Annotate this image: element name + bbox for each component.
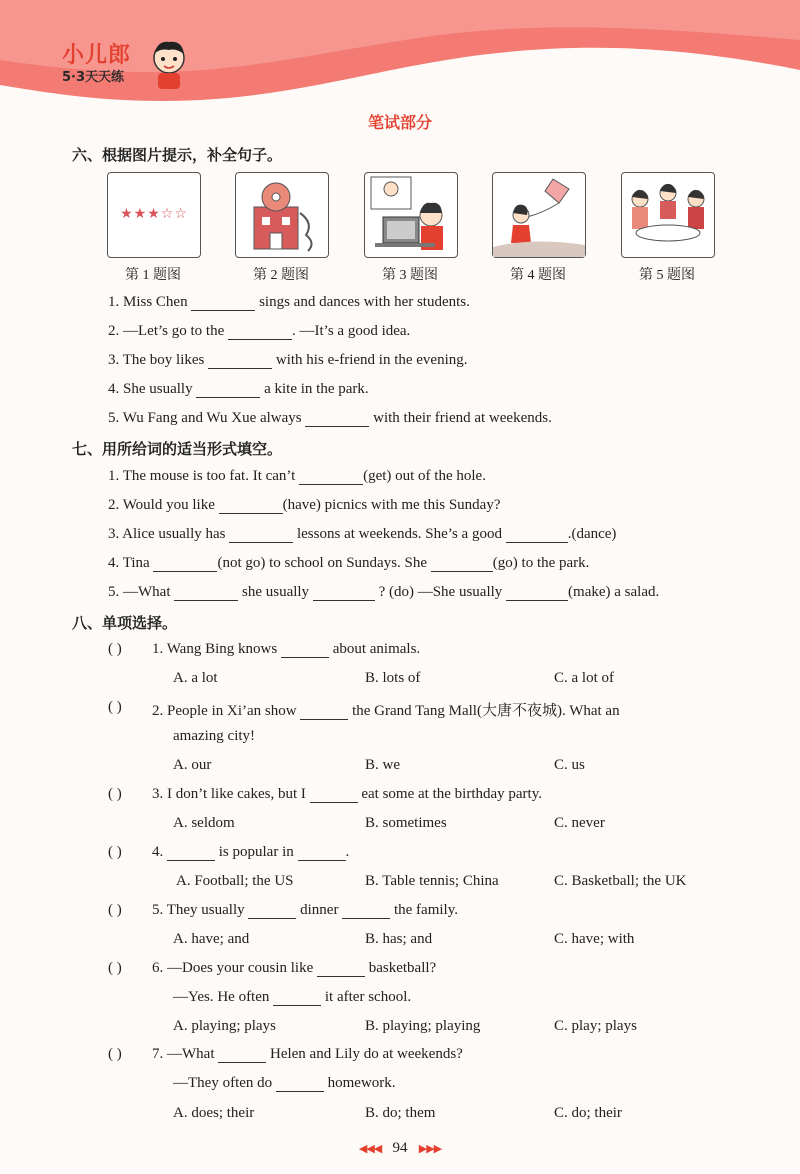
cinema-building-icon (236, 173, 328, 257)
p6-q3-text-a: 3. The boy likes (108, 352, 205, 368)
answer-paren-5[interactable]: ( ) (108, 902, 122, 918)
p7-q3-blank-2[interactable] (506, 528, 568, 543)
p8-q5-text-b: dinner (300, 902, 339, 918)
p8-q5-stem (152, 902, 458, 919)
p6-q4-text-a: 4. She usually (108, 381, 193, 397)
p8-q7-option-a[interactable]: A. does; their (173, 1105, 255, 1121)
p8-q1-text-b: about animals. (332, 641, 421, 657)
p6-question-1 (108, 294, 470, 311)
p8-q6-stem-line2 (173, 989, 411, 1006)
p6-q1-text-a: 1. Miss Chen (108, 294, 188, 310)
girl-flying-kite-icon (493, 173, 585, 257)
caption-5: 第 5 题图 (639, 268, 695, 283)
page-header (0, 0, 800, 110)
p7-q1-text-a: 1. The mouse is too fat. It can’t (108, 468, 296, 484)
p6-q2-text-a: 2. —Let’s go to the (108, 323, 225, 339)
answer-paren-2[interactable]: ( ) (108, 699, 122, 715)
p6-question-2 (108, 323, 410, 340)
p7-q5-text-d: (make) a salad. (568, 584, 660, 600)
p7-q1-blank[interactable] (299, 470, 363, 485)
p8-q2-text-c: amazing city! (173, 728, 256, 744)
caption-3: 第 3 题图 (382, 268, 438, 283)
p8-q3-blank (310, 788, 358, 803)
p8-q2-option-c[interactable]: C. us (554, 757, 585, 773)
p6-q5-text-a: 5. Wu Fang and Wu Xue always (108, 410, 302, 426)
p8-q3-option-a[interactable]: A. seldom (173, 815, 235, 831)
p8-q4-option-b[interactable]: B. Table tennis; China (365, 873, 499, 889)
logo-title: 小儿郎 (62, 43, 132, 68)
picture-3 (364, 172, 458, 258)
p8-q1-stem (152, 641, 420, 658)
p8-q6-text-a: 6. —Does your cousin like (152, 960, 314, 976)
p8-q2-blank (300, 705, 348, 720)
p8-q6-option-b[interactable]: B. playing; playing (365, 1018, 481, 1034)
p8-q6-text-d: it after school. (324, 989, 412, 1005)
p8-q4-text-a: 4. (152, 844, 164, 860)
p7-question-2 (108, 497, 500, 514)
picture-2 (235, 172, 329, 258)
p6-q2-text-b: . —It’s a good idea. (292, 323, 411, 339)
p8-q3-option-c[interactable]: C. never (554, 815, 605, 831)
p8-q5-option-c[interactable]: C. have; with (554, 931, 635, 947)
p8-q6-text-b: basketball? (368, 960, 437, 976)
answer-paren-4[interactable]: ( ) (108, 844, 122, 860)
p8-q6-stem (152, 960, 436, 977)
p8-q7-text-d: homework. (327, 1075, 396, 1091)
left-arrows-icon: ◀◀◀ (358, 1143, 382, 1155)
p7-q2-text-b: (have) picnics with me this Sunday? (282, 497, 501, 513)
p8-q4-blank-1 (167, 846, 215, 861)
p7-question-4 (108, 555, 589, 572)
section-title: 笔试部分 (367, 113, 432, 132)
mascot-icon (148, 38, 190, 90)
answer-paren-3[interactable]: ( ) (108, 786, 122, 802)
p8-q2-option-a[interactable]: A. our (173, 757, 212, 773)
p8-q4-option-c[interactable]: C. Basketball; the UK (554, 873, 687, 889)
p8-q7-option-c[interactable]: C. do; their (554, 1105, 622, 1121)
p8-q7-text-a: 7. —What (152, 1046, 215, 1062)
p8-q6-option-a[interactable]: A. playing; plays (173, 1018, 276, 1034)
p7-question-5 (108, 584, 659, 601)
p8-q1-option-b[interactable]: B. lots of (365, 670, 421, 686)
p6-q4-text-b: a kite in the park. (264, 381, 369, 397)
boy-computer-icon (365, 173, 457, 257)
p8-q3-stem (152, 786, 542, 803)
p8-q1-option-c[interactable]: C. a lot of (554, 670, 614, 686)
picture-5 (621, 172, 715, 258)
friends-picnic-icon (622, 173, 714, 257)
p8-q7-blank-2 (276, 1077, 324, 1092)
p7-q5-blank-2[interactable] (313, 586, 375, 601)
right-arrows-icon: ▶▶▶ (418, 1143, 442, 1155)
p6-q1-text-b: sings and dances with her students. (259, 294, 470, 310)
p7-q2-text-a: 2. Would you like (108, 497, 215, 513)
picture-1 (107, 172, 201, 258)
p8-q6-text-c: —Yes. He often (173, 989, 270, 1005)
p8-q2-text-b: the Grand Tang Mall(大唐不夜城). What an (352, 703, 620, 719)
p7-q5-text-c: ? (do) —She usually (378, 584, 503, 600)
p8-q5-option-a[interactable]: A. have; and (173, 931, 250, 947)
p8-q7-text-b: Helen and Lily do at weekends? (269, 1046, 463, 1062)
p8-q7-stem-line2 (173, 1075, 396, 1092)
caption-2: 第 2 题图 (253, 268, 309, 283)
p8-q4-stem (152, 844, 349, 861)
p7-q4-text-c: (go) to the park. (492, 555, 590, 571)
p6-q1-blank[interactable] (191, 296, 255, 311)
p8-q1-option-a[interactable]: A. a lot (173, 670, 218, 686)
p6-question-3 (108, 352, 468, 369)
p8-q5-text-a: 5. They usually (152, 902, 245, 918)
p6-q3-text-b: with his e-friend in the evening. (275, 352, 468, 368)
p8-q1-text-a: 1. Wang Bing knows (152, 641, 278, 657)
answer-paren-7[interactable]: ( ) (108, 1046, 122, 1062)
answer-paren-1[interactable]: ( ) (108, 641, 122, 657)
page-footer (0, 1140, 800, 1157)
p7-q4-text-a: 4. Tina (108, 555, 150, 571)
p6-question-5 (108, 410, 552, 427)
p7-q3-text-a: 3. Alice usually has (108, 526, 226, 542)
p8-q5-option-b[interactable]: B. has; and (365, 931, 433, 947)
p7-question-3 (108, 526, 616, 543)
p8-q4-option-a[interactable]: A. Football; the US (176, 873, 294, 889)
p8-q4-blank-2 (298, 846, 346, 861)
p6-q5-blank[interactable] (305, 412, 369, 427)
p8-q6-option-c[interactable]: C. play; plays (554, 1018, 637, 1034)
p8-q3-text-b: eat some at the birthday party. (361, 786, 542, 802)
p8-q1-blank (281, 643, 329, 658)
p7-question-1 (108, 468, 486, 485)
p6-q5-text-b: with their friend at weekends. (373, 410, 552, 426)
p7-q3-text-b: lessons at weekends. She’s a good (296, 526, 502, 542)
p8-q6-blank-2 (273, 991, 321, 1006)
part6-heading: 六、根据图片提示，补全句子。 (72, 146, 283, 164)
page-number: 94 (392, 1140, 408, 1156)
p8-q5-blank-1 (248, 904, 296, 919)
star-rating-icon: ★★★☆☆ (120, 206, 188, 222)
caption-4: 第 4 题图 (510, 268, 566, 283)
p8-q4-text-b: is popular in (218, 844, 294, 860)
p8-q7-blank-1 (218, 1048, 266, 1063)
p6-q2-blank[interactable] (228, 325, 292, 340)
p8-q7-text-c: —They often do (173, 1075, 273, 1091)
p8-q2-option-b[interactable]: B. we (365, 757, 400, 773)
p8-q3-option-b[interactable]: B. sometimes (365, 815, 447, 831)
p8-q5-text-c: the family. (393, 902, 458, 918)
p6-q3-blank[interactable] (208, 354, 272, 369)
p6-q4-blank[interactable] (196, 383, 260, 398)
p7-q1-text-b: (get) out of the hole. (363, 468, 486, 484)
p7-q4-blank-1[interactable] (153, 557, 217, 572)
logo-subtitle: 5·3天天练 (62, 70, 125, 85)
p8-q5-blank-2 (342, 904, 390, 919)
p7-q3-text-c: .(dance) (567, 526, 617, 542)
p8-q7-option-b[interactable]: B. do; them (365, 1105, 436, 1121)
part8-heading: 八、单项选择。 (72, 614, 178, 632)
p8-q7-stem (152, 1046, 463, 1063)
p8-q6-blank-1 (317, 962, 365, 977)
p6-question-4 (108, 381, 369, 398)
p7-q3-blank-1[interactable] (229, 528, 293, 543)
picture-4 (492, 172, 586, 258)
p8-q2-text-a: 2. People in Xi’an show (152, 703, 297, 719)
part7-heading: 七、用所给词的适当形式填空。 (72, 440, 283, 458)
caption-1: 第 1 题图 (125, 268, 181, 283)
p7-q5-blank-1[interactable] (174, 586, 238, 601)
p7-q2-blank[interactable] (219, 499, 283, 514)
answer-paren-6[interactable]: ( ) (108, 960, 122, 976)
p7-q5-text-b: she usually (241, 584, 310, 600)
p7-q5-blank-3[interactable] (506, 586, 568, 601)
p8-q3-text-a: 3. I don’t like cakes, but I (152, 786, 306, 802)
p8-q4-text-c: . (345, 844, 350, 860)
p7-q5-text-a: 5. —What (108, 584, 171, 600)
p8-q2-stem (152, 699, 620, 720)
p7-q4-blank-2[interactable] (431, 557, 493, 572)
p7-q4-text-b: (not go) to school on Sundays. She (217, 555, 428, 571)
